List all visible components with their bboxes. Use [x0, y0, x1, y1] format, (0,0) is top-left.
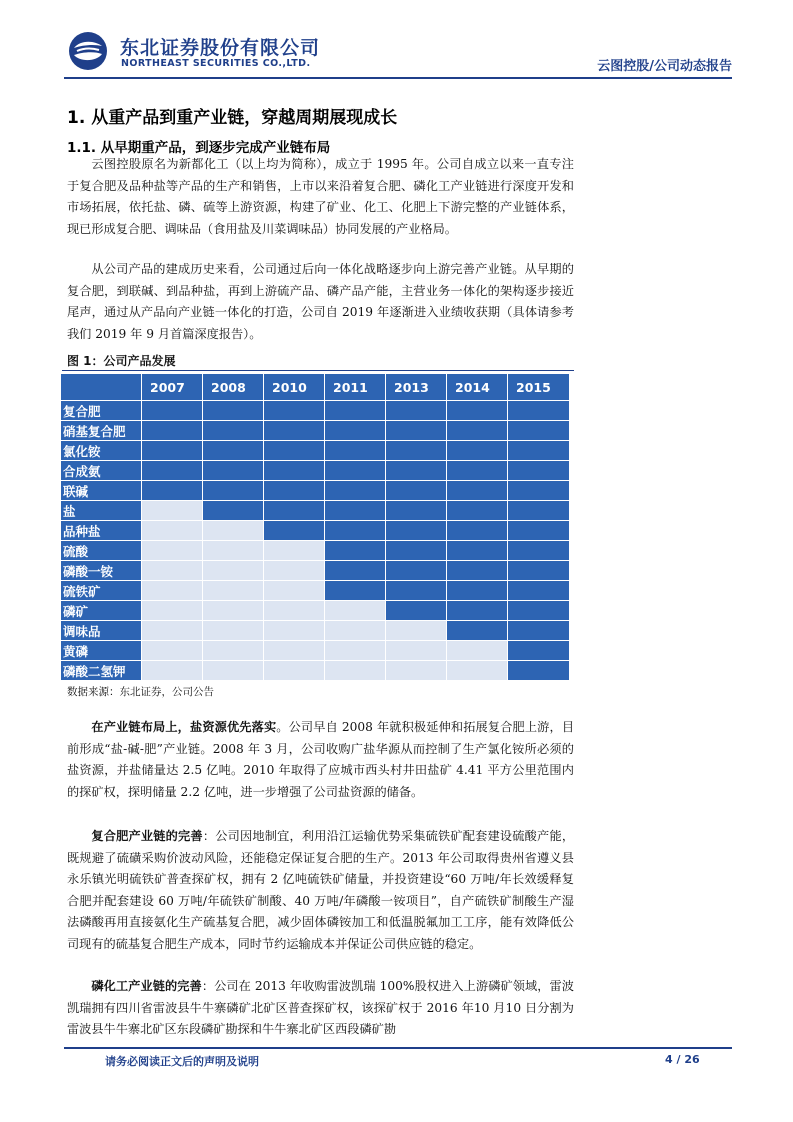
inactive-cell: [325, 601, 386, 621]
inactive-cell: [203, 641, 264, 661]
row-label: 磷酸二氢钾: [61, 661, 142, 681]
inactive-cell: [325, 661, 386, 681]
active-cell: [264, 481, 325, 501]
table-row: [61, 521, 570, 541]
active-cell: [386, 581, 447, 601]
inactive-cell: [142, 521, 203, 541]
section-heading: 1. 从重产品到重产业链，穿越周期展现成长: [67, 108, 398, 128]
active-cell: [386, 601, 447, 621]
inactive-cell: [142, 621, 203, 641]
active-cell: [447, 481, 508, 501]
inactive-cell: [264, 621, 325, 641]
active-cell: [508, 541, 570, 561]
table-row: [61, 541, 570, 561]
row-label: 品种盐: [61, 521, 142, 541]
inactive-cell: [264, 561, 325, 581]
footer-disclaimer: 请务必阅读正文后的声明及说明: [105, 1055, 259, 1068]
paragraph-5-lead: 磷化工产业链的完善: [91, 979, 202, 993]
row-label: 调味品: [61, 621, 142, 641]
report-type: 云图控股/公司动态报告: [597, 59, 732, 74]
company-name-cn: 东北证券股份有限公司: [120, 37, 321, 59]
inactive-cell: [142, 641, 203, 661]
active-cell: [508, 601, 570, 621]
paragraph-5-body: ：公司在 2013 年收购雷波凯瑞 100%股权进入上游磷矿领域，雷波凯瑞拥有四川省雷波县牛牛寨磷矿北矿区普查探矿权，该探矿权于 2016 年10 月10 日分割为雷波县牛牛寨北矿区东段磷矿勘探和牛牛寨北矿区西段磷矿勘: [67, 979, 574, 1036]
inactive-cell: [203, 601, 264, 621]
active-cell: [325, 581, 386, 601]
active-cell: [508, 521, 570, 541]
active-cell: [203, 461, 264, 481]
row-label: 盐: [61, 501, 142, 521]
year-header-2013: 2013: [386, 374, 447, 401]
year-header-2011: 2011: [325, 374, 386, 401]
active-cell: [447, 421, 508, 441]
inactive-cell: [264, 641, 325, 661]
footer-divider: [64, 1047, 732, 1049]
row-label: 硫铁矿: [61, 581, 142, 601]
inactive-cell: [203, 541, 264, 561]
table-row: [61, 481, 570, 501]
header-divider: [64, 77, 732, 79]
inactive-cell: [447, 641, 508, 661]
table-row: [61, 501, 570, 521]
inactive-cell: [142, 661, 203, 681]
active-cell: [386, 481, 447, 501]
active-cell: [447, 601, 508, 621]
paragraph-1: 云图控股原名为新都化工（以上均为简称），成立于 1995 年。公司自成立以来一直专注于复合肥及品种盐等产品的生产和销售，上市以来沿着复合肥、磷化工产业链进行深度开发和市场拓展，依托盐、磷、硫等上游资源，构建了矿业、化工、化肥上下游完整的产业链体系，现已形成复合肥、调味品（食用盐及川菜调味品）协同发展的产业格局。: [67, 157, 574, 236]
inactive-cell: [142, 601, 203, 621]
paragraph-3-body: 。公司早自 2008 年就积极延伸和拓展复合肥上游，目前形成“盐-碱-肥”产业链。2008 年 3 月，公司收购广盐华源从而控制了生产氯化铵所必须的盐资源，并盐储量达 2.5 亿吨。2010 年取得了应城市西头村井田盐矿 4.41 平方公里范围内的探矿权，探明储量 2.2 亿吨，进一步增强了公司盐资源的储备。: [67, 720, 575, 799]
paragraph-2: 从公司产品的建成历史来看，公司通过后向一体化战略逐步向上游完善产业链。从早期的复合肥，到联碱、到品种盐，再到上游硫产品、磷产品产能，主营业务一体化的架构逐步接近尾声，通过从产品向产业链一体化的打造，公司自 2019 年逐渐进入业绩收获期（具体请参考我们 2019 年 9 月首篇深度报告）。: [67, 262, 574, 341]
paragraph-4-lead: 复合肥产业链的完善: [91, 829, 203, 843]
paragraph-3-lead: 在产业链布局上，盐资源优先落实: [91, 720, 277, 734]
inactive-cell: [142, 581, 203, 601]
product-timeline-table: [60, 373, 570, 681]
inactive-cell: [142, 541, 203, 561]
active-cell: [508, 581, 570, 601]
active-cell: [142, 401, 203, 421]
active-cell: [386, 461, 447, 481]
active-cell: [203, 441, 264, 461]
paragraph-4: [67, 826, 574, 955]
active-cell: [264, 461, 325, 481]
year-header-2015: 2015: [508, 374, 570, 401]
active-cell: [203, 401, 264, 421]
row-label: 磷酸一铵: [61, 561, 142, 581]
inactive-cell: [203, 621, 264, 641]
inactive-cell: [386, 621, 447, 641]
active-cell: [203, 421, 264, 441]
active-cell: [325, 521, 386, 541]
row-label: 合成氨: [61, 461, 142, 481]
active-cell: [264, 521, 325, 541]
active-cell: [447, 621, 508, 641]
table-corner: [61, 374, 142, 401]
figure-source: 数据来源：东北证券，公司公告: [67, 686, 214, 698]
active-cell: [508, 501, 570, 521]
inactive-cell: [142, 561, 203, 581]
active-cell: [508, 621, 570, 641]
active-cell: [386, 441, 447, 461]
year-header-2008: 2008: [203, 374, 264, 401]
active-cell: [142, 481, 203, 501]
table-row: [61, 441, 570, 461]
table-row: [61, 401, 570, 421]
inactive-cell: [325, 641, 386, 661]
inactive-cell: [264, 661, 325, 681]
figure-divider: [62, 370, 574, 371]
active-cell: [447, 541, 508, 561]
inactive-cell: [203, 581, 264, 601]
table-row: [61, 661, 570, 681]
active-cell: [447, 401, 508, 421]
company-logo-icon: [68, 31, 108, 71]
active-cell: [203, 481, 264, 501]
row-label: 硫酸: [61, 541, 142, 561]
inactive-cell: [325, 621, 386, 641]
year-header-2014: 2014: [447, 374, 508, 401]
active-cell: [325, 461, 386, 481]
active-cell: [264, 441, 325, 461]
table-row: [61, 621, 570, 641]
table-row: [61, 461, 570, 481]
active-cell: [142, 421, 203, 441]
paragraph-3: [67, 717, 574, 803]
row-label: 硝基复合肥: [61, 421, 142, 441]
active-cell: [508, 421, 570, 441]
paragraph-5: [67, 976, 574, 1041]
active-cell: [508, 441, 570, 461]
active-cell: [264, 421, 325, 441]
table-row: [61, 421, 570, 441]
year-header-2007: 2007: [142, 374, 203, 401]
inactive-cell: [142, 501, 203, 521]
active-cell: [325, 561, 386, 581]
active-cell: [447, 521, 508, 541]
active-cell: [447, 561, 508, 581]
row-label: 复合肥: [61, 401, 142, 421]
active-cell: [508, 481, 570, 501]
active-cell: [203, 501, 264, 521]
inactive-cell: [386, 641, 447, 661]
inactive-cell: [386, 661, 447, 681]
figure-title: 图 1：公司产品发展: [67, 354, 176, 368]
active-cell: [447, 581, 508, 601]
active-cell: [386, 521, 447, 541]
inactive-cell: [203, 661, 264, 681]
active-cell: [264, 401, 325, 421]
table-row: [61, 601, 570, 621]
table-row: [61, 561, 570, 581]
table-row: [61, 641, 570, 661]
active-cell: [386, 561, 447, 581]
active-cell: [325, 421, 386, 441]
active-cell: [386, 501, 447, 521]
active-cell: [508, 641, 570, 661]
row-label: 黄磷: [61, 641, 142, 661]
active-cell: [142, 461, 203, 481]
active-cell: [325, 541, 386, 561]
paragraph-4-body: ：公司因地制宜，利用沿江运输优势采集硫铁矿配套建设硫酸产能，既规避了硫磺采购价波动风险，还能稳定保证复合肥的生产。2013 年公司取得贵州省遵义县永乐镇光明硫铁矿普查探矿权，拥有 2 亿吨硫铁矿储量，并投资建设“60 万吨/年长效缓释复合肥并配套建设 60 万吨/年硫铁矿制酸、40 万吨/年磷酸一铵项目”，自产硫铁矿制酸生产湿法磷酸再用直接氨化生产硫基复合肥，减少固体磷铵加工和低温脱氟加工工序，能有效降低公司现有的硫基复合肥生产成本，同时节约运输成本并保证公司供应链的稳定。: [67, 829, 575, 951]
active-cell: [325, 481, 386, 501]
row-label: 联碱: [61, 481, 142, 501]
inactive-cell: [447, 661, 508, 681]
inactive-cell: [203, 561, 264, 581]
company-name-en: NORTHEAST SECURITIES CO.,LTD.: [121, 58, 311, 69]
inactive-cell: [264, 541, 325, 561]
row-label: 氯化铵: [61, 441, 142, 461]
active-cell: [386, 401, 447, 421]
row-label: 磷矿: [61, 601, 142, 621]
active-cell: [508, 461, 570, 481]
year-header-2010: 2010: [264, 374, 325, 401]
active-cell: [325, 441, 386, 461]
active-cell: [508, 661, 570, 681]
subsection-heading: 1.1. 从早期重产品，到逐步完成产业链布局: [67, 140, 331, 156]
inactive-cell: [264, 601, 325, 621]
table-row: [61, 581, 570, 601]
active-cell: [264, 501, 325, 521]
active-cell: [386, 541, 447, 561]
page-header: [64, 25, 732, 77]
active-cell: [447, 441, 508, 461]
page-number: 4 / 26: [665, 1053, 700, 1066]
active-cell: [447, 501, 508, 521]
inactive-cell: [264, 581, 325, 601]
active-cell: [325, 401, 386, 421]
inactive-cell: [203, 521, 264, 541]
active-cell: [386, 421, 447, 441]
active-cell: [508, 561, 570, 581]
active-cell: [325, 501, 386, 521]
active-cell: [447, 461, 508, 481]
active-cell: [508, 401, 570, 421]
active-cell: [142, 441, 203, 461]
